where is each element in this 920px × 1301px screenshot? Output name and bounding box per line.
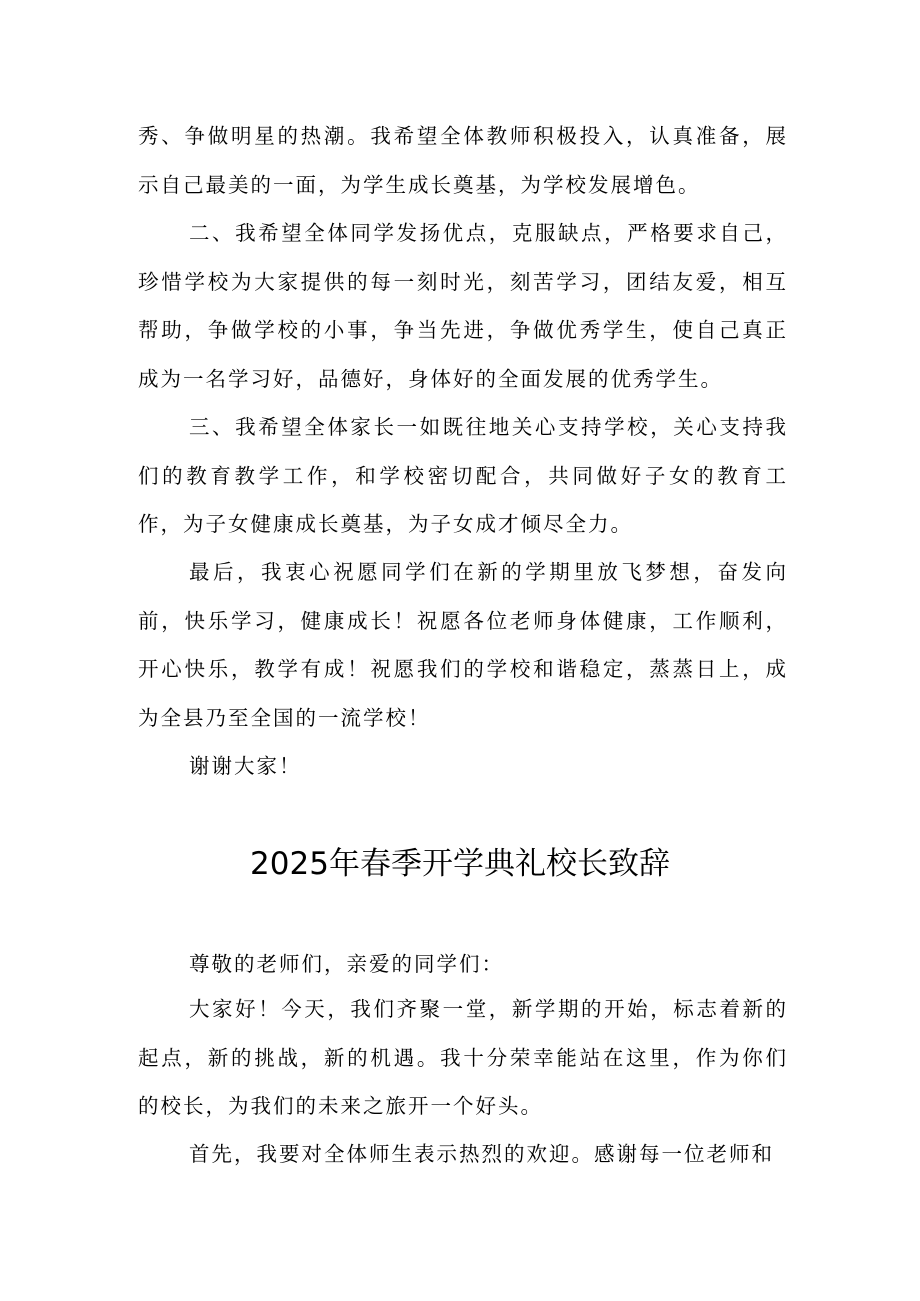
paragraph-greeting: 大家好！今天，我们齐聚一堂，新学期的开始，标志着新的起点，新的挑战，新的机遇。我十分荣幸能站在这里，作为你们的校长，为我们的未来之旅开一个好头。: [138, 997, 788, 1118]
paragraph-welcome: 首先，我要对全体师生表示热烈的欢迎。感谢每一位老师和: [189, 1142, 774, 1166]
paragraph-continuation: 秀、争做明星的热潮。我希望全体教师积极投入，认真准备，展示自己最美的一面，为学生成长奠基，为学校发展增色。: [138, 124, 788, 197]
paragraph-thanks: 谢谢大家！: [189, 754, 302, 778]
document-title: 2025年春季开学典礼校长致辞: [250, 846, 670, 882]
paragraph-point-three: 三、我希望全体家长一如既往地关心支持学校，关心支持我们的教育教学工作，和学校密切配合，共同做好子女的教育工作，为子女健康成长奠基，为子女成才倾尽全力。: [138, 415, 788, 536]
paragraph-closing-wishes: 最后，我衷心祝愿同学们在新的学期里放飞梦想，奋发向前，快乐学习，健康成长！祝愿各位老师身体健康，工作顺利，开心快乐，教学有成！祝愿我们的学校和谐稳定，蒸蒸日上，成为全县乃至全国的一流学校！: [138, 560, 788, 730]
paragraph-salutation: 尊敬的老师们，亲爱的同学们：: [189, 952, 504, 976]
paragraph-point-two: 二、我希望全体同学发扬优点，克服缺点，严格要求自己，珍惜学校为大家提供的每一刻时光，刻苦学习，团结友爱，相互帮助，争做学校的小事，争当先进，争做优秀学生，使自己真正成为一名学习好，品德好，身体好的全面发展的优秀学生。: [138, 221, 788, 391]
